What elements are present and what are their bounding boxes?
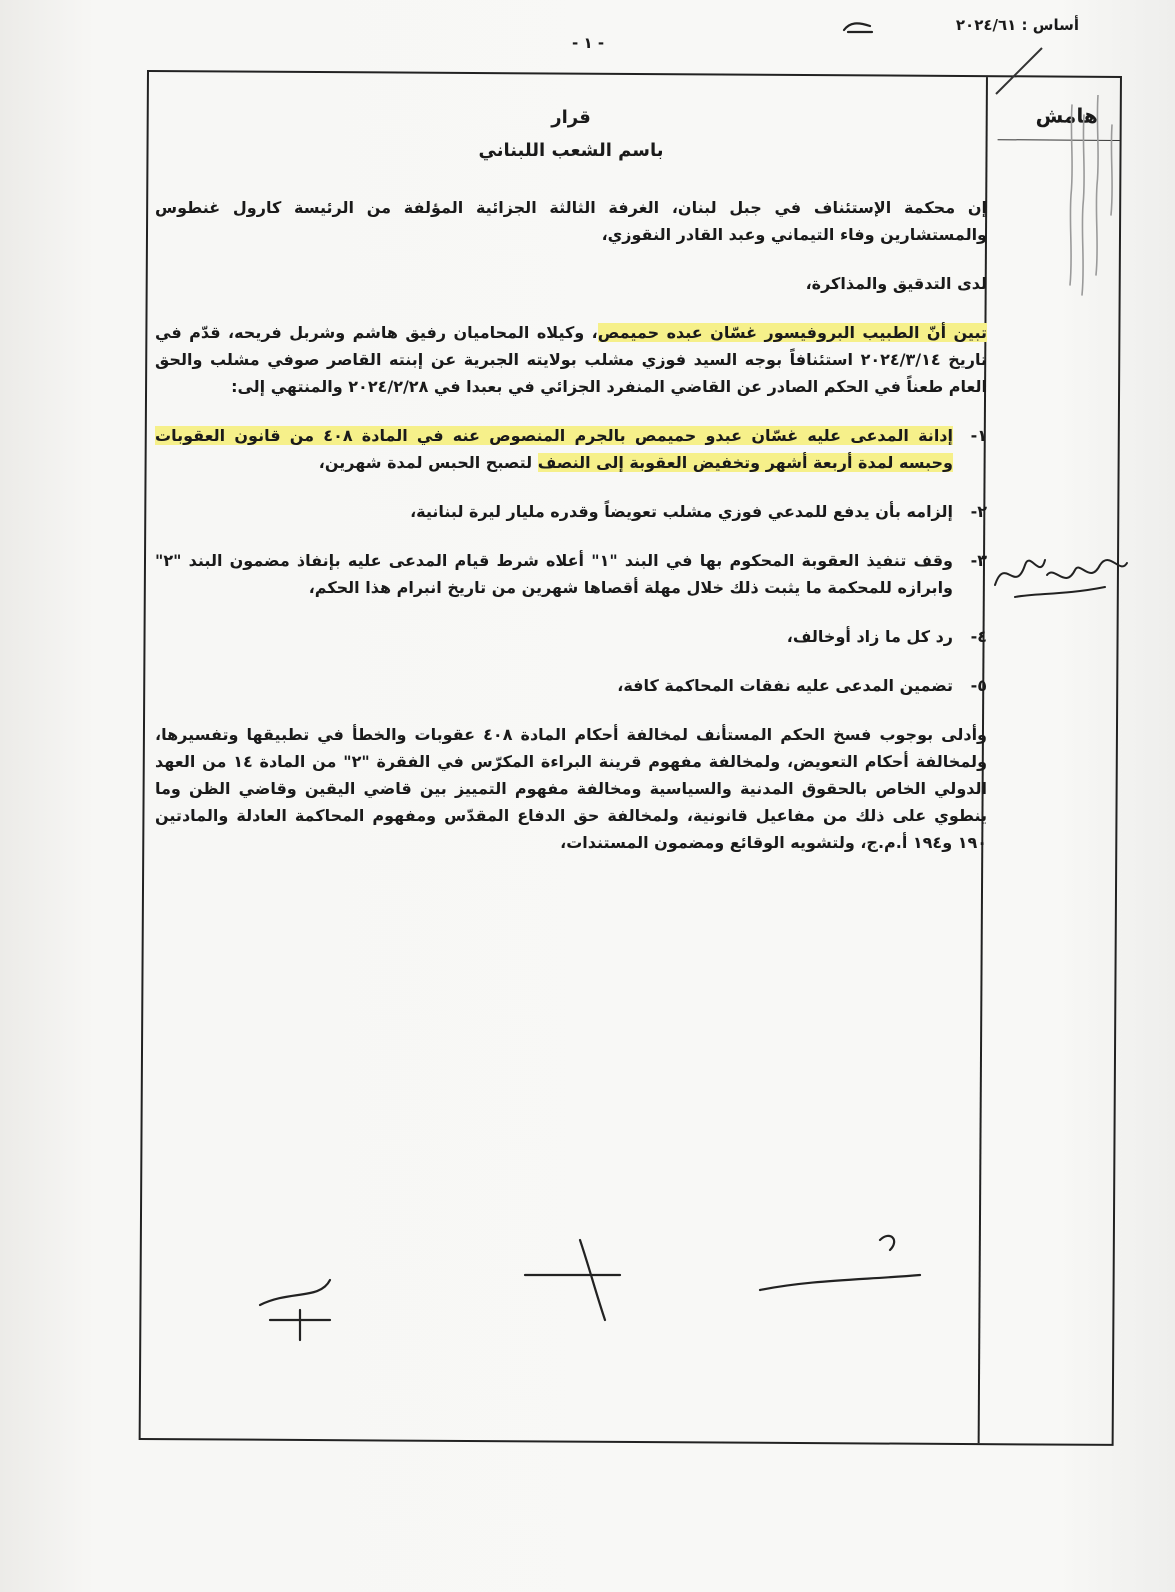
decision-title: قرار xyxy=(551,107,591,128)
item-number: ٣- xyxy=(970,551,987,570)
judges-signatures xyxy=(200,1220,980,1350)
ruling-item-2 xyxy=(155,498,987,525)
highlighted-text: تبين أنّ الطبيب البروفيسور غسّان عبده حميمص xyxy=(597,323,987,342)
decision-body xyxy=(155,100,987,856)
pen-stroke-icon xyxy=(990,40,1050,100)
handwritten-annotation-signature xyxy=(985,535,1135,605)
item-number: ١- xyxy=(970,426,987,445)
case-reference: أساس : ٢٠٢٤/٦١ xyxy=(955,16,1079,34)
item-text: تضمين المدعى عليه نفقات المحاكمة كافة، xyxy=(617,676,953,695)
ruling-item-5 xyxy=(155,672,987,699)
item-number: ٤- xyxy=(970,627,987,646)
faded-margin-notes xyxy=(1058,95,1128,335)
court-intro: إن محكمة الإستئناف في جبل لبنان، الغرفة الثالثة الجزائية المؤلفة من الرئيسة كارول غنطوس والمستشارين وفاء التيماني وعبد القادر النقوزي، xyxy=(155,198,987,244)
item-text: إلزامه بأن يدفع للمدعي فوزي مشلب تعويضاً وقدره مليار ليرة لبنانية، xyxy=(410,502,953,521)
item-number: ٢- xyxy=(970,502,987,521)
finding-text: ، وكيلاه المحاميان رفيق هاشم وشربل فريحه، قدّم في تاريخ ٢٠٢٤/٣/١٤ استئنافاً بوجه السيد فوزي مشلب بولايته الجبرية عن إبنته القاصر صوفي مشلب والحق العام طعناً في الحكم الصادر عن القاضي المنفرد الجزائي في بعبدا في ٢٠٢٤/٢/٢٨ والمنتهي إلى: xyxy=(155,323,987,396)
highlighted-text: إدانة المدعى عليه غسّان عبدو حميمص بالجرم المنصوص عنه في المادة ٤٠٨ من قانون العقوبات وحبسه لمدة أربعة أشهر وتخفيض العقوبة إلى النصف xyxy=(155,426,953,472)
ruling-item-3 xyxy=(155,547,987,601)
item-text: لتصبح الحبس لمدة شهرين، xyxy=(318,453,538,472)
item-text: رد كل ما زاد أوخالف، xyxy=(786,627,953,646)
ruling-item-1 xyxy=(155,422,987,476)
margin-title: هامش xyxy=(1035,103,1098,128)
ruling-item-4 xyxy=(155,623,987,650)
decision-subtitle: باسم الشعب اللبناني xyxy=(478,140,664,161)
page-number: - ١ - xyxy=(572,34,605,52)
finding-paragraph xyxy=(155,319,987,400)
handwritten-mark-icon xyxy=(840,18,876,38)
appeal-arguments: وأدلى بوجوب فسخ الحكم المستأنف لمخالفة أحكام المادة ٤٠٨ عقوبات والخطأ في تطبيقها وتفسيرها، ولمخالفة أحكام التعويض، ولمخالفة مفهوم قرينة البراءة المكرّس في الفقرة "٢" من المادة ١٤ من العهد الدولي الخاص بالحقوق المدنية والسياسية ومخالفة مفهوم التمييز بين قاضي اليقين وقاضي الظن وما ينطوي على ذلك من مفاعيل قانونية، ولمخالفة حق الدفاع المقدّس ومفهوم المحاكمة العادلة والمادتين ١٩٠ و١٩٤ أ.م.ج، ولتشويه الوقائع ومضمون المستندات، xyxy=(155,725,988,852)
item-number: ٥- xyxy=(970,676,987,695)
deliberation-line: لدى التدقيق والمذاكرة، xyxy=(805,274,987,293)
item-text: وقف تنفيذ العقوبة المحكوم بها في البند "١" أعلاه شرط قيام المدعى عليه بإنفاذ مضمون البند "٢" وابرازه للمحكمة ما يثبت ذلك خلال مهلة أقصاها شهرين من تاريخ انبرام هذا الحكم، xyxy=(155,551,954,597)
